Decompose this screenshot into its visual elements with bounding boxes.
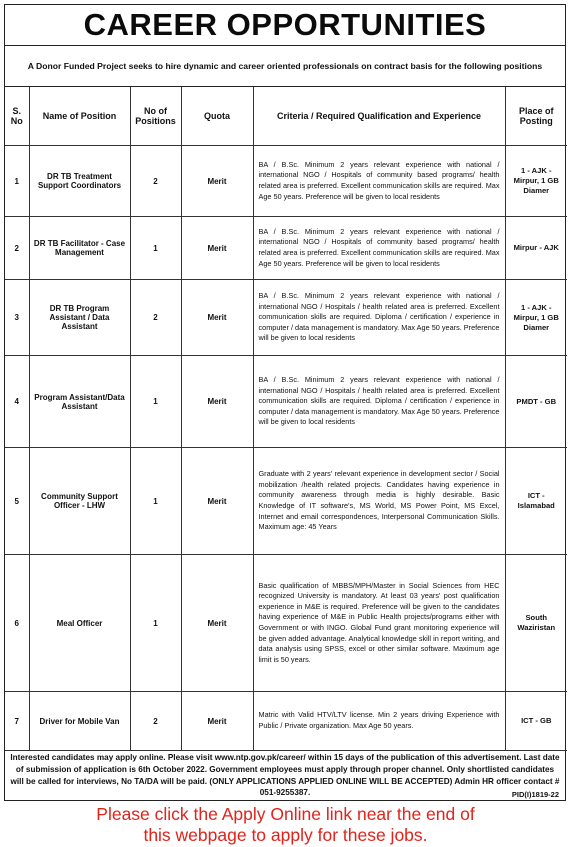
header-sno: S. No — [5, 87, 29, 146]
cell-place: 1 - AJK - Mirpur, 1 GB Diamer — [505, 146, 567, 217]
cell-criteria: BA / B.Sc. Minimum 2 years relevant experience with national / international NGO / Hospitals / health related area is preferred. Excellent communication skills are required. Diploma / certification / experience in computer / data management is mandatory. Max Age 50 years. Preference will be given to local residents — [253, 356, 505, 448]
positions-table — [5, 87, 567, 751]
cell-positions: 2 — [130, 692, 181, 751]
cell-positions: 2 — [130, 280, 181, 356]
cell-criteria: BA / B.Sc. Minimum 2 years relevant experience with national / international NGO / Hospitals / health related area is preferred. Excellent communication skills are required. Diploma / certification / experience in computer / data management is mandatory. Max Age 50 years. Preference will be given to local residents — [253, 280, 505, 356]
cell-quota: Merit — [181, 692, 253, 751]
header-positions: No of Positions — [130, 87, 181, 146]
apply-notice-line-2: this webpage to apply for these jobs. — [143, 825, 428, 845]
header-place: Place of Posting — [505, 87, 567, 146]
page-title: CAREER OPPORTUNITIES — [5, 5, 565, 46]
application-instructions: Interested candidates may apply online. Please visit www.ntp.gov.pk/career/ within 15 days of the publication of this advertisement. Last date of submission of application is 6th October 2022. Government employees must apply through proper channel. Only shortlisted candidates will be called for interviews, No TA/DA will be paid. (ONLY APPLICATIONS APPLIED ONLINE WILL BE ACCEPTED) Admin HR officer contact # 051-9255387. — [10, 753, 560, 798]
cell-positions: 1 — [130, 448, 181, 555]
cell-sno: 3 — [5, 280, 29, 356]
cell-positions: 1 — [130, 555, 181, 692]
cell-quota: Merit — [181, 280, 253, 356]
table-row — [5, 692, 567, 751]
cell-name: DR TB Facilitator - Case Management — [29, 217, 130, 280]
cell-quota: Merit — [181, 146, 253, 217]
cell-sno: 4 — [5, 356, 29, 448]
header-criteria: Criteria / Required Qualification and Experience — [253, 87, 505, 146]
cell-quota: Merit — [181, 448, 253, 555]
cell-positions: 1 — [130, 356, 181, 448]
table-row — [5, 146, 567, 217]
cell-place: ICT - GB — [505, 692, 567, 751]
cell-place: ICT - Islamabad — [505, 448, 567, 555]
apply-notice — [0, 804, 571, 846]
cell-quota: Merit — [181, 217, 253, 280]
cell-place: 1 - AJK - Mirpur, 1 GB Diamer — [505, 280, 567, 356]
cell-criteria: BA / B.Sc. Minimum 2 years relevant experience with national / international NGO / Hospitals of community based programs/ health related area is preferred. Excellent communication skills are required. Max Age 50 years. Preference will be given to local residents — [253, 217, 505, 280]
cell-criteria: BA / B.Sc. Minimum 2 years relevant experience with national / international NGO / Hospitals of community based programs/ health related area is preferred. Excellent communication skills are required. Max Age 50 years. Preference will be given to local residents — [253, 146, 505, 217]
cell-name: DR TB Treatment Support Coordinators — [29, 146, 130, 217]
header-name: Name of Position — [29, 87, 130, 146]
table-row — [5, 448, 567, 555]
cell-sno: 6 — [5, 555, 29, 692]
apply-notice-line-1: Please click the Apply Online link near the end of — [96, 804, 475, 824]
pid-number: PID(I)1819-22 — [511, 790, 559, 799]
cell-name: Community Support Officer - LHW — [29, 448, 130, 555]
cell-positions: 1 — [130, 217, 181, 280]
cell-sno: 2 — [5, 217, 29, 280]
cell-criteria: Basic qualification of MBBS/MPH/Master in Social Sciences from HEC recognized University is mandatory. At least 03 years' post qualification experience in M&E is required. Preference will be given to the candidates having experience of M&E in Public Health projects/programs either with Government or with INGO. Global Fund grant monitoring experience will be given added advantage. Analytical knowledge skill in report writing, and data analysis using SPSS, excel or other similar software. Maximum age limit is 50 years. — [253, 555, 505, 692]
header-quota: Quota — [181, 87, 253, 146]
cell-name: Driver for Mobile Van — [29, 692, 130, 751]
cell-name: Program Assistant/Data Assistant — [29, 356, 130, 448]
advertisement — [4, 4, 566, 801]
cell-sno: 5 — [5, 448, 29, 555]
cell-quota: Merit — [181, 555, 253, 692]
cell-quota: Merit — [181, 356, 253, 448]
table-header-row — [5, 87, 567, 146]
cell-sno: 1 — [5, 146, 29, 217]
table-row — [5, 356, 567, 448]
cell-sno: 7 — [5, 692, 29, 751]
cell-criteria: Matric with Valid HTV/LTV license. Min 2 years driving Experience with Public / Private organization. Max Age 50 years. — [253, 692, 505, 751]
table-row — [5, 280, 567, 356]
cell-place: PMDT - GB — [505, 356, 567, 448]
cell-criteria: Graduate with 2 years' relevant experience in development sector / Social mobilization /health related projects. Candidates having experience in community awareness through media is highly desirable. Basic Knowledge of IT software's, MS World, MS Power Point, MS Excel, Internet and email correspondences, Interpersonal Communication Skills. Maximum age: 45 Years — [253, 448, 505, 555]
cell-name: Meal Officer — [29, 555, 130, 692]
cell-place: Mirpur - AJK — [505, 217, 567, 280]
cell-positions: 2 — [130, 146, 181, 217]
cell-name: DR TB Program Assistant / Data Assistant — [29, 280, 130, 356]
table-row — [5, 555, 567, 692]
cell-place: South Waziristan — [505, 555, 567, 692]
intro-text: A Donor Funded Project seeks to hire dynamic and career oriented professionals on contract basis for the following positions — [5, 46, 565, 87]
table-row — [5, 217, 567, 280]
